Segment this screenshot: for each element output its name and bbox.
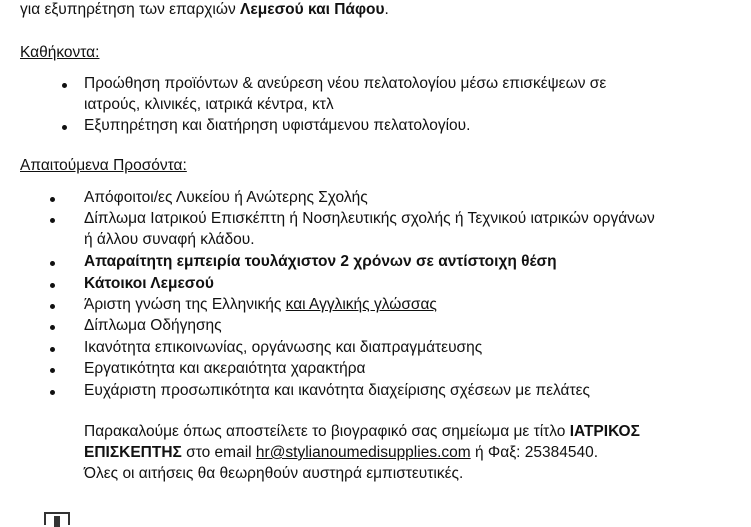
bullet-icon [62,125,67,130]
requirement-item-4: Κάτοικοι Λεμεσού [84,275,214,292]
requirement-item-5 [84,294,437,315]
closing-title-part-2: ΕΠΙΣΚΕΠΤΗΣ [84,444,182,461]
duties-heading: Καθήκοντα: [20,44,100,61]
bullet-icon [50,304,55,309]
requirement-item-6: Δίπλωμα Οδήγησης [84,317,222,334]
closing-email-prefix: στο email [181,444,256,461]
requirement-item-5-a: Άριστη γνώση της Ελληνικής [84,296,286,313]
bullet-icon [50,390,55,395]
duty-item-1-line1: Προώθηση προϊόντων & ανεύρεση νέου πελατολογίου μέσω επισκέψεων σε [84,75,607,92]
requirement-item-2-line2: ή άλλου συναφή κλάδου. [84,231,255,248]
closing-line-3: Όλες οι αιτήσεις θα θεωρηθούν αυστηρά εμπιστευτικές. [84,465,464,482]
intro-regions: Λεμεσού και Πάφου [240,1,385,18]
company-logo [44,512,70,525]
requirement-item-5-b: και Αγγλικής γλώσσας [285,296,437,313]
requirement-item-8: Εργατικότητα και ακεραιότητα χαρακτήρα [84,360,366,377]
requirement-item-1: Απόφοιτοι/ες Λυκείου ή Ανώτερης Σχολής [84,189,368,206]
email-link[interactable]: hr@stylianoumedisupplies.com [255,444,471,461]
requirement-item-2-line1: Δίπλωμα Ιατρικού Επισκέπτη ή Νοσηλευτικής σχολής ή Τεχνικού ιατρικών οργάνων [84,210,655,227]
bullet-icon [50,218,55,223]
closing-fax: ή Φαξ: 25384540. [470,444,599,461]
bullet-icon [50,197,55,202]
bullet-icon [50,347,55,352]
requirement-item-3: Απαραίτητη εμπειρία τουλάχιστον 2 χρόνων σε αντίστοιχη θέση [84,253,557,270]
bullet-icon [50,283,55,288]
closing-title-part-1: ΙΑΤΡΙΚΟΣ [569,423,640,440]
bullet-icon [50,325,55,330]
intro-suffix: . [384,1,389,18]
intro-prefix: για εξυπηρέτηση των επαρχιών [20,1,241,18]
duty-item-2: Εξυπηρέτηση και διατήρηση υφιστάμενου πελατολογίου. [84,117,471,134]
requirement-item-9: Ευχάριστη προσωπικότητα και ικανότητα διαχείρισης σχέσεων με πελάτες [84,382,590,399]
duty-item-1-line2: ιατρούς, κλινικές, ιατρικά κέντρα, κτλ [84,96,334,113]
closing-line-1 [84,421,640,442]
requirements-heading: Απαιτούμενα Προσόντα: [20,157,187,174]
requirement-item-7: Ικανότητα επικοινωνίας, οργάνωσης και διαπραγμάτευσης [84,339,483,356]
intro-line [20,0,389,20]
bullet-icon [62,83,67,88]
closing-line-2 [84,442,598,463]
closing-line-1-text: Παρακαλούμε όπως αποστείλετε το βιογραφικό σας σημείωμα με τίτλο [84,423,570,440]
bullet-icon [50,368,55,373]
bullet-icon [50,261,55,266]
